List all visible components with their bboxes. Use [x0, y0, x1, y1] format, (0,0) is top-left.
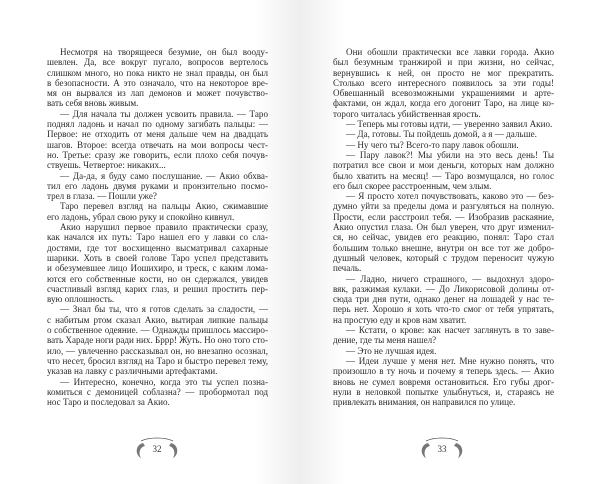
paragraph — [333, 150, 554, 191]
text-line: фактами, он ждал, когда его догонит Таро, на лице ко- — [333, 98, 554, 109]
paragraph — [333, 346, 554, 356]
text-line: потратил все свои и мои деньги, которых нам должно — [333, 160, 554, 171]
paragraph — [333, 274, 554, 325]
paragraph — [333, 325, 554, 346]
text-line: вать Хараде ноги ради них. Бррр! Жуть. Но оно того сто- — [47, 335, 268, 346]
text-line: — Теперь мы готовы идти, — уверенно заявил Акио. — [346, 119, 553, 130]
page-number-ornament — [412, 437, 472, 461]
text-line: — Я просто хотел почувствовать, каково это — без- — [346, 191, 554, 202]
text-line: его был скорее расстроенным, чем злым. — [333, 180, 492, 191]
text-line: ило, — увлеченно рассказывал он, но внезапно осознал, — [47, 345, 268, 356]
paragraph — [47, 222, 268, 304]
text-line: — Кстати, о крове: как насчет заглянуть в то заве- — [346, 325, 554, 336]
text-line: перь нет. Хорошо я хоть что-то смог от тебя упрятать, — [333, 304, 554, 315]
text-line: в безопасности. А это означало, что на некоторое вре- — [47, 77, 268, 88]
text-line: — Интересно, конечно, когда это ты успел позна- — [60, 376, 268, 387]
text-line: о собственное одеяние. — Однажды пришлось массиро- — [47, 325, 268, 336]
paragraph — [333, 140, 554, 150]
text-line: Они обошли практически все лавки города. Акио — [346, 47, 554, 57]
text-line: ся, но сейчас, увидев его реакцию, понял: Таро стал — [333, 232, 554, 243]
text-line: что несет, бросил взгляд на Таро и быстро перевел тему, — [47, 355, 268, 366]
text-line: — Ну чего ты? Всего-то пару лавок обошли. — [346, 139, 519, 150]
text-line: указав на лавку с различными артефактами. — [47, 366, 218, 377]
text-line: Акио нарушил первое правило практически сразу, — [60, 222, 268, 233]
text-line: счастливый взгляд карих глаз, и решил простить пер- — [47, 283, 268, 294]
text-line: с набитым ртом сказал Акио, вытирая липкие пальцы — [47, 314, 268, 325]
paragraph — [47, 304, 268, 376]
text-line: но. Третье: сразу же говорить, если плохо себя почув- — [47, 149, 268, 160]
text-line: печаль. — [333, 263, 362, 274]
paragraph — [47, 377, 268, 408]
paragraph — [333, 191, 554, 273]
text-line: привлекать внимания, он направился по улице. — [333, 397, 516, 408]
left-page-text — [47, 47, 268, 407]
text-line: его ладонь, убрал свою руку и спокойно кивнул. — [47, 211, 235, 222]
text-line: торого читалась убийственная ярость. — [333, 108, 481, 119]
text-line: трел в глаза. — Пошли уже? — [47, 191, 157, 202]
text-line: Несмотря на творящееся безумие, он был вооду- — [60, 47, 268, 57]
page-number: 33 — [437, 444, 447, 454]
text-line: комиться с демоницей соблазна? — пробормотал под — [47, 386, 268, 397]
text-line: шевлен. Да, все вокруг пугало, вопросов вертелось — [47, 57, 268, 68]
text-line: — Ладно, ничего страшного, — выдохнул здоро- — [346, 273, 554, 284]
text-line: душный человек, который с трудом переносит чужую — [333, 252, 554, 263]
text-line: — Пару лавок?! Мы убили на это весь день! Ты — [346, 149, 554, 160]
text-line: тил его ладонь двумя руками и пронзительно посмо- — [47, 180, 268, 191]
text-line: нос Таро и последовал за Акио. — [47, 397, 170, 408]
text-line: слишком много, но пока никто не знал правды, он был — [47, 67, 268, 78]
page-number: 32 — [152, 444, 162, 454]
text-line: мя он вырвался из лап демонов и может почувство- — [47, 88, 268, 99]
text-line: дение, где ты меня нашел? — [333, 335, 437, 346]
text-line: шарики. Хоть в своей голове Таро успел представить — [47, 252, 268, 263]
paragraph — [333, 119, 554, 129]
text-line: — Для начала ты должен усвоить правила. — Таро — [60, 108, 268, 119]
text-line: поднял ладонь и начал по одному загибать пальцы: — — [47, 119, 268, 130]
text-line: был безумным транжирой и при жизни, но сейчас, — [333, 57, 554, 68]
text-line: и обезумевшее лицо Иошихиро, и треск, с каким лома- — [47, 263, 268, 274]
text-line: вновь не сумел вовремя остановиться. Его губы дрог- — [333, 376, 554, 387]
text-line: большим только внешне, внутри он все тот же добро- — [333, 242, 554, 253]
text-line: вую оплошность. — [47, 294, 115, 305]
paragraph — [47, 109, 268, 171]
text-line: ются его собственные кости, но он сдержался, увидев — [47, 273, 268, 284]
text-line: вернувшись к ней, он просто не мог прекратить. — [333, 67, 554, 78]
text-line: ствуешь. Четвертое: никаких... — [47, 160, 166, 171]
text-line: достями, где тот восхищенно высматривал сахарные — [47, 242, 268, 253]
right-page — [300, 0, 600, 484]
text-line: произошло в ту ночь и почему я теперь здесь. — Акио — [333, 366, 554, 377]
text-line: — Идеи лучше у меня нет. Мне нужно понять, что — [346, 355, 554, 366]
text-line: Столько всего интересного появилось за эти годы! — [333, 77, 554, 88]
text-line: Прости, если расстроил тебя. — Изобразив раскаяние, — [333, 211, 554, 222]
text-line: вать себя вновь живым. — [47, 98, 139, 109]
text-line: на простую еду и кров нам хватит. — [333, 314, 467, 325]
text-line: как начался их путь: Таро нашел его у лавки со сла- — [47, 232, 268, 243]
paragraph — [47, 171, 268, 202]
right-page-text — [333, 47, 554, 407]
text-line: — Знал бы ты, что я готов сделать за сладости, — — [60, 304, 268, 315]
text-line: — Да, готовы. Ты пойдешь домой, а я — дальше. — [346, 129, 537, 140]
text-line: нули в неловкой попытке улыбнуться, и, стараясь не — [333, 386, 554, 397]
paragraph — [333, 129, 554, 139]
text-line: — Это не лучшая идея. — [346, 345, 437, 356]
text-line: шагов. Второе: всегда отвечать на мои вопросы чест- — [47, 139, 268, 150]
paragraph — [333, 47, 554, 119]
paragraph — [47, 47, 268, 109]
text-line: Обвешанный всевозможными украшениями и арте- — [333, 88, 554, 99]
text-line: думно уйти за пределы дома и разгуляться на полную. — [333, 201, 554, 212]
paragraph — [47, 201, 268, 222]
text-line: Первое: не отходить от меня дальше чем на двадцать — [47, 129, 268, 140]
text-line: было хватить на месяц! — Таро возмущался, но голос — [333, 170, 554, 181]
text-line: Таро перевел взгляд на пальцы Акио, сжимавшие — [60, 201, 268, 212]
page-number-ornament — [127, 437, 187, 461]
paragraph — [333, 356, 554, 407]
text-line: Акио опустил глаза. Он был уверен, что друг изменил- — [333, 222, 554, 233]
text-line: вяк, разжимая кулаки. — До Ликорисовой долины от- — [333, 283, 554, 294]
text-line: сюда три дня пути, однако денег на лошадей у нас те- — [333, 294, 554, 305]
text-line: — Да-да, я буду само послушание. — Акио обхва- — [60, 170, 268, 181]
